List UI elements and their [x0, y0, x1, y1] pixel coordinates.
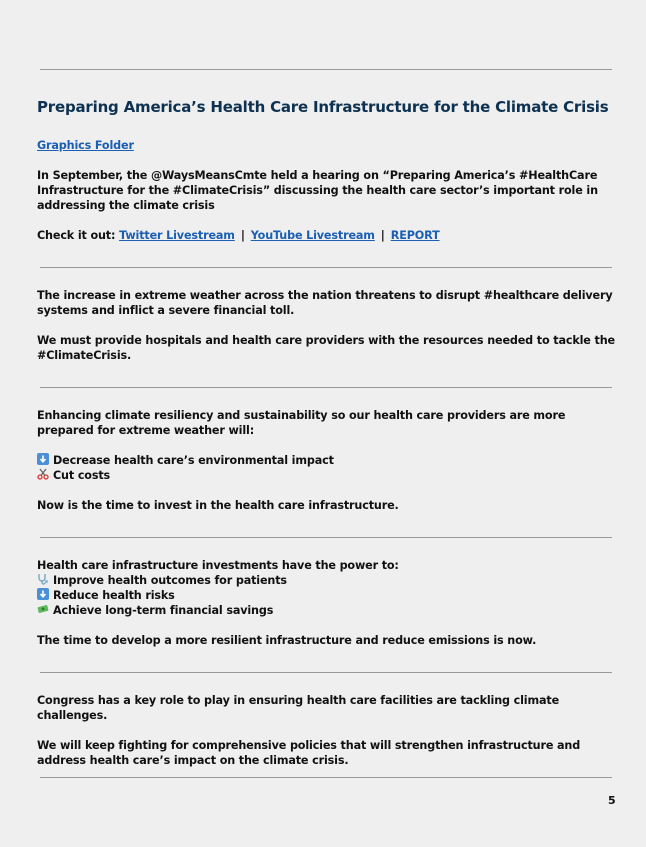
- money-with-wings-icon: [37, 603, 49, 615]
- divider: [40, 537, 612, 538]
- link-separator: |: [240, 229, 245, 242]
- list-item: Improve health outcomes for patients: [37, 573, 617, 588]
- resources-paragraph: We must provide hospitals and health care providers with the resources needed to tackle the #ClimateCrisis.: [37, 334, 615, 362]
- check-prefix: Check it out:: [37, 229, 120, 242]
- list-item: Cut costs: [37, 468, 617, 483]
- link-separator: |: [380, 229, 385, 242]
- divider: [40, 777, 612, 778]
- resiliency-intro: Enhancing climate resiliency and sustainability so our health care providers are more prepared for extreme weather will:: [37, 409, 566, 437]
- intro-text: In September, the @WaysMeansCmte held a hearing on “Preparing America’s #HealthCare Infrastructure for the #ClimateCrisis” discussing the health care sector’s important role in addressing the climate crisis: [37, 169, 598, 212]
- investments-section: [37, 558, 617, 648]
- scissors-icon: [37, 468, 49, 480]
- stethoscope-icon: [37, 573, 49, 585]
- report-link[interactable]: REPORT: [390, 229, 440, 242]
- list-item: Reduce health risks: [37, 588, 617, 603]
- divider: [40, 387, 612, 388]
- divider: [40, 672, 612, 673]
- divider: [40, 267, 612, 268]
- investments-closing: The time to develop a more resilient infrastructure and reduce emissions is now.: [37, 634, 537, 647]
- down-arrow-icon: [37, 453, 49, 465]
- graphics-folder-link[interactable]: Graphics Folder: [37, 139, 134, 152]
- congress-paragraph: Congress has a key role to play in ensuring health care facilities are tackling climate challenges.: [37, 694, 560, 722]
- congress-section: [37, 693, 617, 768]
- page-title: Preparing America’s Health Care Infrastructure for the Climate Crisis: [37, 98, 609, 116]
- list-item: Decrease health care’s environmental impact: [37, 453, 617, 468]
- fighting-paragraph: We will keep fighting for comprehensive policies that will strengthen infrastructure and address health care’s impact on the climate crisis.: [37, 739, 581, 767]
- resiliency-closing: Now is the time to invest in the health care infrastructure.: [37, 499, 399, 512]
- weather-section: [37, 288, 617, 363]
- list-item: Achieve long-term financial savings: [37, 603, 617, 618]
- youtube-livestream-link[interactable]: YouTube Livestream: [250, 229, 375, 242]
- twitter-livestream-link[interactable]: Twitter Livestream: [119, 229, 235, 242]
- investments-intro: Health care infrastructure investments have the power to:: [37, 559, 399, 572]
- divider: [40, 69, 612, 70]
- down-arrow-icon: [37, 588, 49, 600]
- resiliency-section: [37, 408, 617, 513]
- check-it-out-line: [37, 228, 617, 243]
- intro-section: [37, 168, 617, 243]
- graphics-folder-row: [37, 138, 617, 153]
- page-number: 5: [608, 794, 616, 807]
- weather-paragraph: The increase in extreme weather across the nation threatens to disrupt #healthcare delivery systems and inflict a severe financial toll.: [37, 289, 613, 317]
